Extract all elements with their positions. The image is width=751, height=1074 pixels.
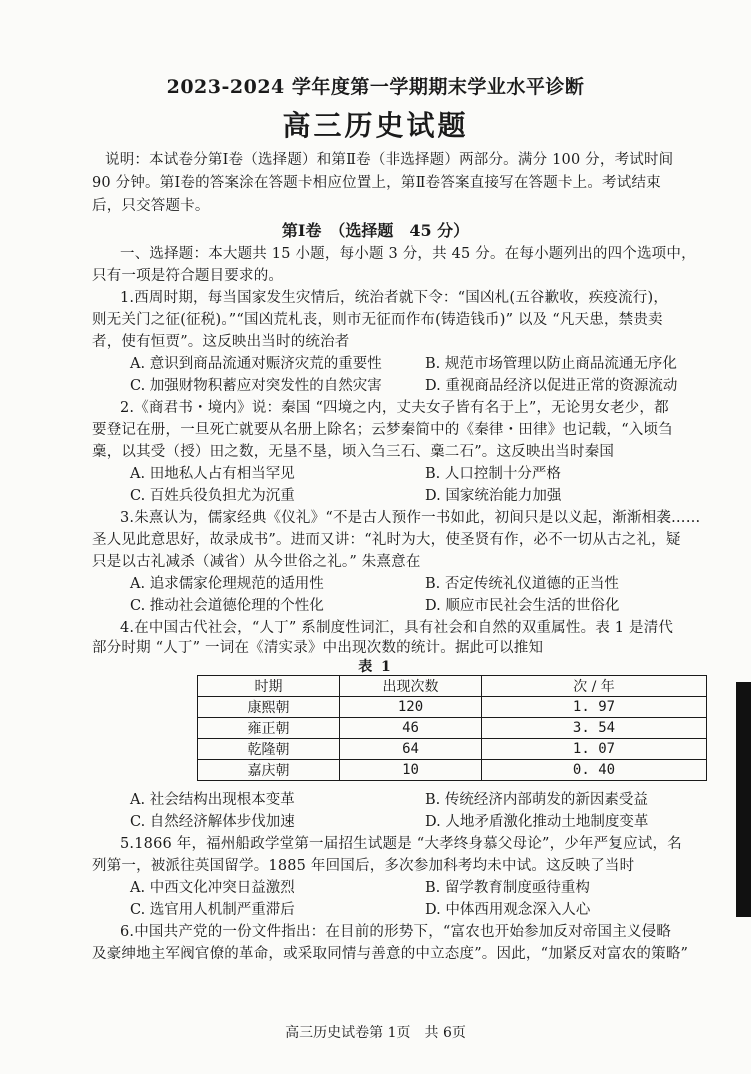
table-cell-count: 120 — [340, 697, 482, 718]
instructions-line-1: 说明：本试卷分第Ⅰ卷（选择题）和第Ⅱ卷（非选择题）两部分。满分 100 分，考试时间 — [105, 152, 674, 168]
q1-stem-2: 则无关门之征(征税)。”“国凶荒札丧，则市无征而作布(铸造钱币)” 以及 “凡天患，禁贵卖 — [92, 312, 663, 328]
table-header-cell: 出现次数 — [340, 676, 482, 697]
q3-stem-3: 只是以古礼减杀（减省）从今世俗之礼。” 朱熹意在 — [92, 554, 421, 570]
q2-option-c: C. 百姓兵役负担尤为沉重 — [130, 488, 295, 504]
q2-option-b: B. 人口控制十分严格 — [425, 466, 561, 482]
q5-stem-2: 列第一，被派往英国留学。1885 年回国后，多次参加科考均未中试。这反映了当时 — [92, 858, 635, 874]
q6-stem-1: 6.中国共产党的一份文件指出：在目前的形势下，“富农也开始参加反对帝国主义侵略 — [120, 924, 672, 940]
table-row — [198, 718, 707, 739]
q3-stem-1: 3.朱熹认为，儒家经典《仪礼》“不是古人预作一书如此，初间只是以义起，渐渐相袭…… — [120, 510, 701, 526]
table-cell-period: 康熙朝 — [198, 697, 340, 718]
statistics-table — [197, 675, 707, 781]
q2-stem-2: 要登记在册，一旦死亡就要从名册上除名；云梦秦简中的《秦律・田律》也记载，“入顷刍 — [92, 422, 673, 438]
q4-option-b: B. 传统经济内部萌发的新因素受益 — [425, 792, 648, 808]
q1-option-c: C. 加强财物积蓄应对突发性的自然灾害 — [130, 378, 382, 394]
table-cell-rate: 3. 54 — [482, 718, 707, 739]
table-cell-count: 46 — [340, 718, 482, 739]
q5-option-d: D. 中体西用观念深入人心 — [425, 902, 591, 918]
q5-stem-1: 5.1866 年，福州船政学堂第一届招生试题是 “大孝终身慕父母论”，少年严复应试，名 — [120, 836, 682, 852]
table-cell-rate: 1. 07 — [482, 739, 707, 760]
table-header-row — [198, 676, 707, 697]
q3-option-b: B. 否定传统礼仪道德的正当性 — [425, 576, 619, 592]
page-footer: 高三历史试卷第 1页 共 6页 — [285, 1025, 466, 1041]
q1-stem-1: 1.西周时期，每当国家发生灾情后，统治者就下令：“国凶札(五谷歉收，疾疫流行)， — [120, 290, 669, 306]
part-intro-line-1: 一、选择题：本大题共 15 小题，每小题 3 分，共 45 分。在每小题列出的四个选项中， — [120, 246, 696, 262]
q4-option-c: C. 自然经济解体步伐加速 — [130, 814, 295, 830]
table-caption: 表 1 — [358, 659, 393, 675]
table-row — [198, 697, 707, 718]
subject-title: 高三历史试题 — [282, 109, 469, 142]
section-heading: 第Ⅰ卷 （选择题 45 分） — [281, 221, 470, 240]
q3-option-d: D. 顺应市民社会生活的世俗化 — [425, 598, 620, 614]
q5-option-c: C. 选官用人机制严重滞后 — [130, 902, 295, 918]
table-row — [198, 760, 707, 781]
table-cell-period: 乾隆朝 — [198, 739, 340, 760]
table-cell-rate: 0. 40 — [482, 760, 707, 781]
q3-option-c: C. 推动社会道德伦理的个性化 — [130, 598, 324, 614]
q5-option-b: B. 留学教育制度亟待重构 — [425, 880, 590, 896]
q2-stem-3: 稾，以其受（授）田之数，无垦不垦，顷入刍三石、稾二石”。这反映出当时秦国 — [92, 444, 615, 460]
q4-stem-1: 4.在中国古代社会，“人丁” 系制度性词汇，具有社会和自然的双重属性。表 1 是清代 — [120, 620, 674, 636]
table-cell-count: 64 — [340, 739, 482, 760]
q1-option-d: D. 重视商品经济以促进正常的资源流动 — [425, 378, 678, 394]
q4-stem-2: 部分时期 “人丁” 一词在《清实录》中出现次数的统计。据此可以推知 — [92, 640, 544, 656]
exam-title: 2023-2024 学年度第一学期期末学业水平诊断 — [166, 76, 585, 98]
q4-option-a: A. 社会结构出现根本变革 — [130, 792, 295, 808]
q2-option-d: D. 国家统治能力加强 — [425, 488, 562, 504]
table-header-cell: 时期 — [198, 676, 340, 697]
q5-option-a: A. 中西文化冲突日益激烈 — [130, 880, 295, 896]
q3-stem-2: 圣人见此意思好，故录成书”。进而又讲：“礼时为大，使圣贤有作，必不一切从古之礼，疑 — [92, 532, 681, 548]
table-cell-rate: 1. 97 — [482, 697, 707, 718]
table-row — [198, 739, 707, 760]
q2-stem-1: 2.《商君书・境内》说：秦国 “四境之内，丈夫女子皆有名于上”，无论男女老少，都 — [120, 400, 669, 416]
table-cell-period: 雍正朝 — [198, 718, 340, 739]
q1-option-b: B. 规范市场管理以防止商品流通无序化 — [425, 356, 677, 372]
q4-option-d: D. 人地矛盾激化推动土地制度变革 — [425, 814, 649, 830]
instructions-line-3: 后，只交答题卡。 — [92, 198, 210, 214]
scan-edge-shadow — [736, 682, 751, 917]
part-intro-line-2: 只有一项是符合题目要求的。 — [92, 268, 284, 284]
instructions-line-2: 90 分钟。第Ⅰ卷的答案涂在答题卡相应位置上，第Ⅱ卷答案直接写在答题卡上。考试结束 — [92, 175, 661, 191]
table-cell-count: 10 — [340, 760, 482, 781]
table-cell-period: 嘉庆朝 — [198, 760, 340, 781]
q6-stem-2: 及豪绅地主军阀官僚的革命，或采取同情与善意的中立态度”。因此，“加紧反对富农的策略” — [92, 946, 689, 962]
q3-option-a: A. 追求儒家伦理规范的适用性 — [130, 576, 324, 592]
q2-option-a: A. 田地私人占有相当罕见 — [130, 466, 295, 482]
q1-stem-3: 者，使有恒贾”。这反映出当时的统治者 — [92, 334, 350, 350]
table-header-cell: 次 / 年 — [482, 676, 707, 697]
q1-option-a: A. 意识到商品流通对赈济灾荒的重要性 — [130, 356, 382, 372]
